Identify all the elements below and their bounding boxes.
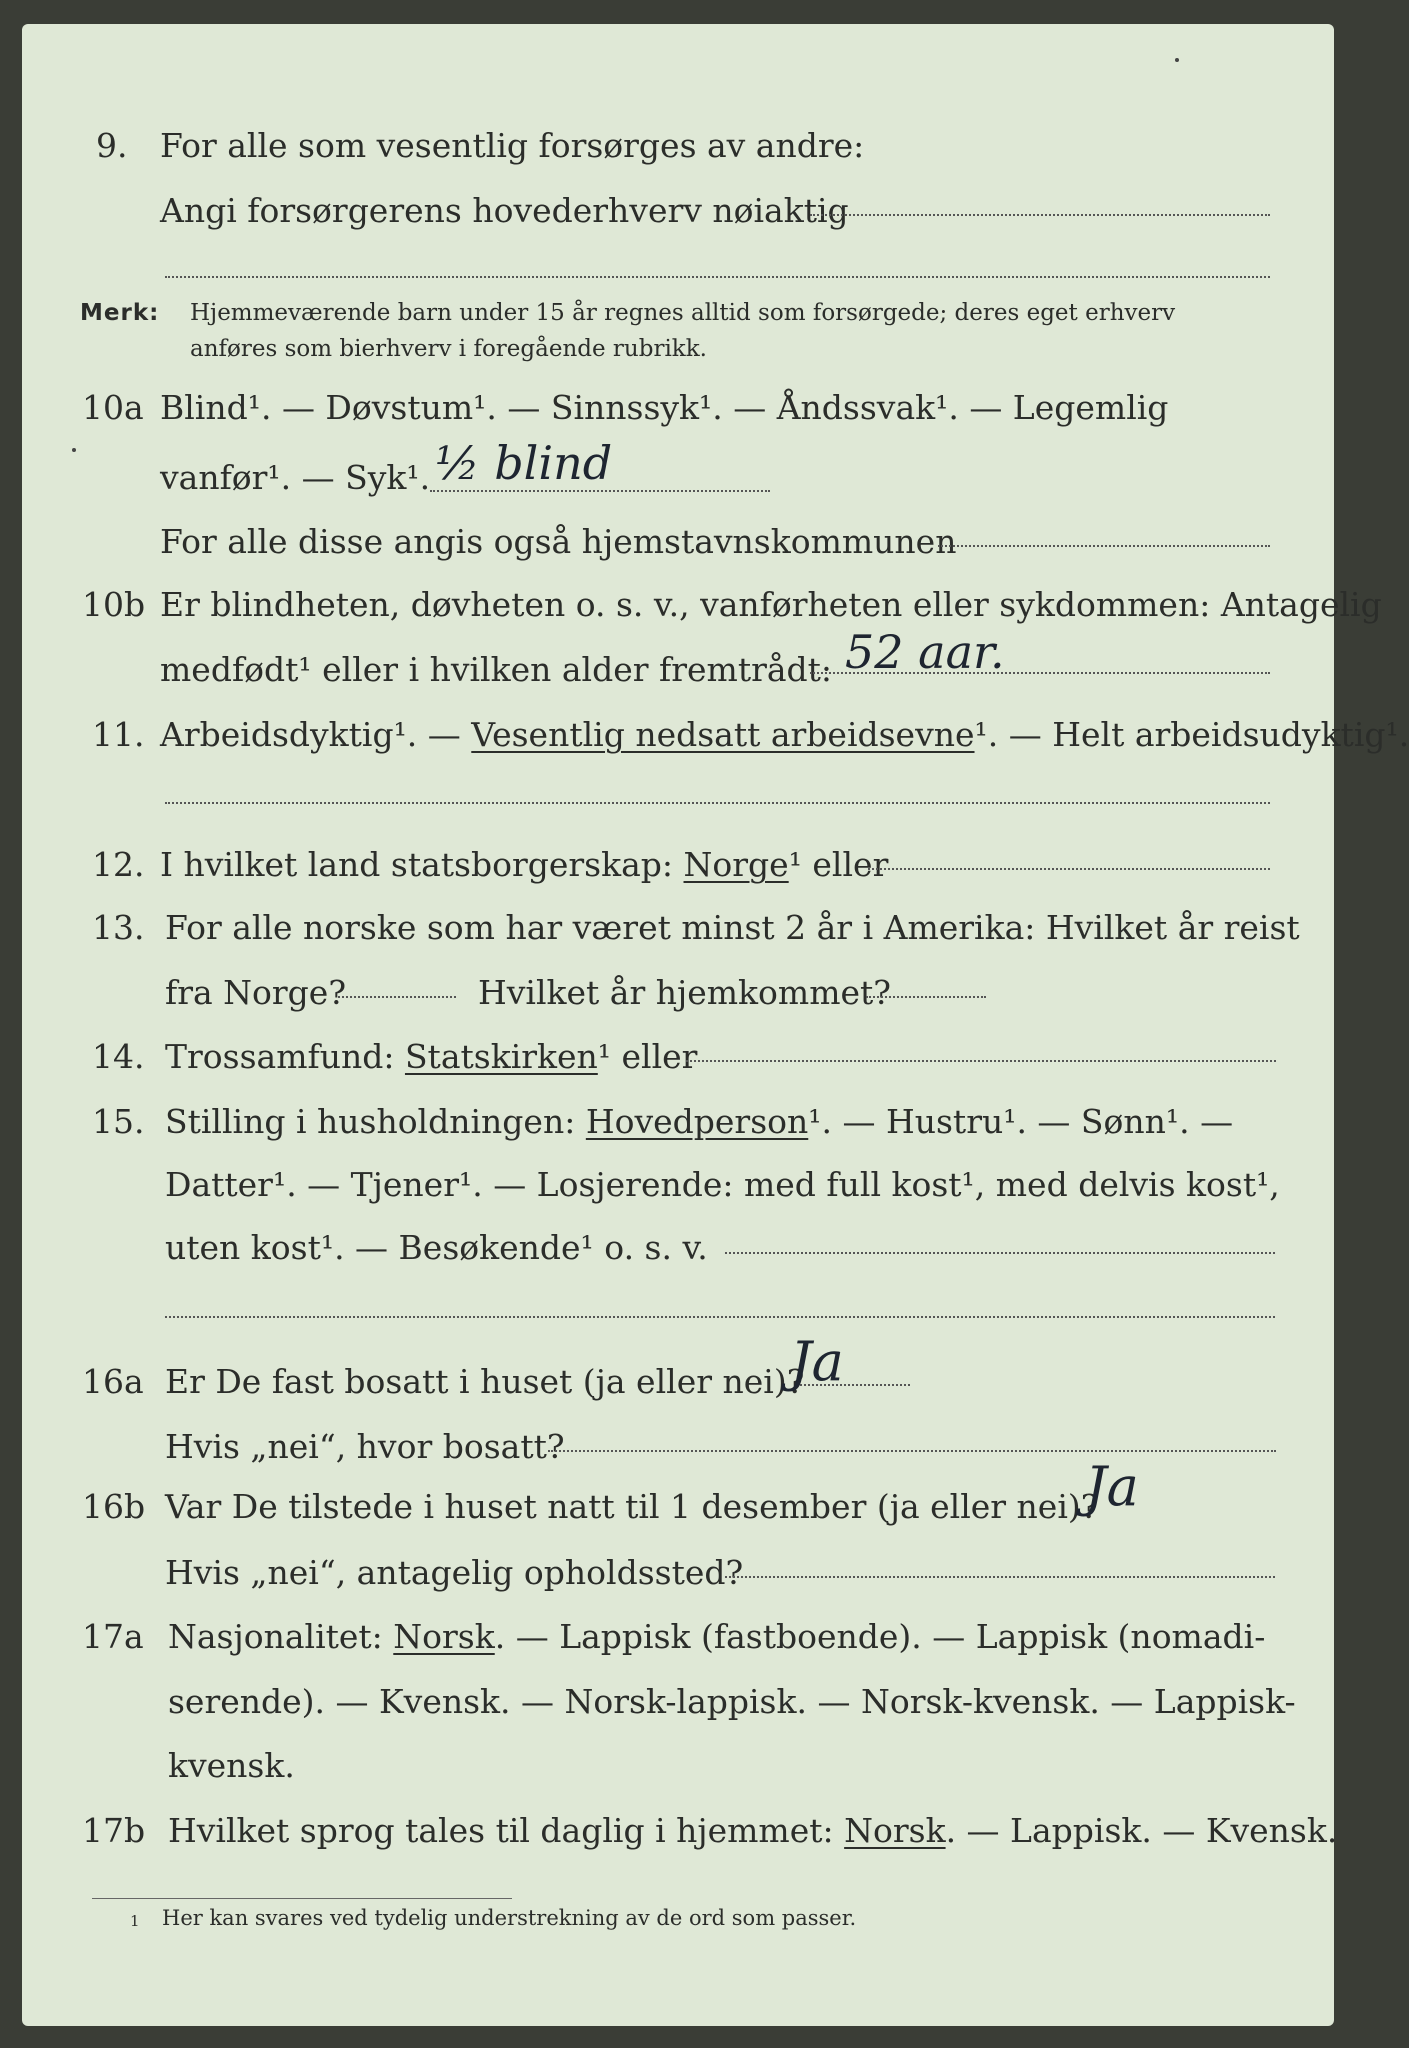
q15-post: ¹. — Hustru¹. — Sønn¹. — bbox=[808, 1102, 1234, 1141]
q17a-line3: kvensk. bbox=[168, 1746, 295, 1785]
q9-line1: For alle som vesentlig forsørges av andre: bbox=[160, 126, 865, 165]
q9-answer-line[interactable] bbox=[810, 214, 1270, 216]
q17a-marked-option[interactable]: Norsk bbox=[393, 1617, 495, 1656]
q11-line bbox=[160, 715, 1409, 754]
footnote-text: Her kan svares ved tydelig understrekning av de ord som passer. bbox=[162, 1906, 857, 1930]
q13-number: 13. bbox=[92, 908, 145, 947]
q10a-answer-line[interactable] bbox=[430, 490, 770, 492]
q15-answer-line[interactable] bbox=[725, 1252, 1275, 1254]
q16a-number: 16a bbox=[82, 1362, 144, 1401]
q16b-opholdssted-line[interactable] bbox=[725, 1576, 1275, 1578]
q12-line bbox=[160, 845, 888, 884]
merk-note bbox=[80, 300, 159, 326]
q15-pre: Stilling i husholdningen: bbox=[165, 1102, 586, 1141]
q16a-handwritten-answer: Ja bbox=[790, 1330, 844, 1393]
q17a-line2: serende). — Kvensk. — Norsk-lappisk. — Norsk-kvensk. — Lappisk- bbox=[168, 1682, 1296, 1721]
q13-line2b: Hvilket år hjemkommet? bbox=[478, 973, 891, 1012]
q10a-number: 10a bbox=[82, 388, 144, 427]
q10a-line1: Blind¹. — Døvstum¹. — Sinnssyk¹. — Åndssvak¹. — Legemlig bbox=[160, 388, 1169, 427]
merk-line2: anføres som bierhverv i foregående rubrikk. bbox=[190, 336, 707, 362]
q12-number: 12. bbox=[92, 845, 145, 884]
q17a-line1 bbox=[168, 1617, 1265, 1656]
merk-line1: Hjemmeværende barn under 15 år regnes alltid som forsørgede; deres eget erhverv bbox=[190, 300, 1176, 326]
q10b-answer-line[interactable] bbox=[810, 672, 1270, 674]
merk-label: Merk: bbox=[80, 300, 160, 326]
q14-marked-option[interactable]: Statskirken bbox=[404, 1037, 598, 1076]
q15-line1 bbox=[165, 1102, 1233, 1141]
q10b-line1: Er blindheten, døvheten o. s. v., vanførheten eller sykdommen: Antagelig bbox=[160, 585, 1382, 624]
q10b-line2: medfødt¹ eller i hvilken alder fremtrådt: bbox=[160, 650, 833, 689]
paper-speck bbox=[72, 448, 76, 452]
q17a-number: 17a bbox=[82, 1617, 144, 1656]
q11-marked-option[interactable]: Vesentlig nedsatt arbeidsevne bbox=[471, 715, 975, 754]
q15-marked-option[interactable]: Hovedperson bbox=[585, 1102, 809, 1141]
q12-marked-option[interactable]: Norge bbox=[683, 845, 789, 884]
q12-pre: I hvilket land statsborgerskap: bbox=[160, 845, 684, 884]
q16a-line1: Er De fast bosatt i huset (ja eller nei)? bbox=[165, 1362, 805, 1401]
q17b-marked-option[interactable]: Norsk bbox=[844, 1811, 946, 1850]
q10a-line3: For alle disse angis også hjemstavnskommunen bbox=[160, 522, 957, 561]
q16b-line2: Hvis „nei“, antagelig opholdssted? bbox=[165, 1553, 744, 1592]
q13-line2a: fra Norge? bbox=[165, 973, 347, 1012]
q14-pre: Trossamfund: bbox=[165, 1037, 405, 1076]
q17a-pre: Nasjonalitet: bbox=[168, 1617, 394, 1656]
q17b-line bbox=[168, 1811, 1337, 1850]
q15-line3: uten kost¹. — Besøkende¹ o. s. v. bbox=[165, 1228, 708, 1267]
q12-answer-line[interactable] bbox=[868, 868, 1270, 870]
q9-line2: Angi forsørgerens hovederhverv nøiaktig bbox=[160, 191, 849, 230]
q10b-number: 10b bbox=[82, 585, 146, 624]
q12-post: ¹ eller bbox=[788, 845, 889, 884]
q16b-number: 16b bbox=[82, 1487, 146, 1526]
q15-line2: Datter¹. — Tjener¹. — Losjerende: med full kost¹, med delvis kost¹, bbox=[165, 1165, 1280, 1204]
q16a-answer-line[interactable] bbox=[800, 1384, 910, 1386]
q17a-post: . — Lappisk (fastboende). — Lappisk (nomadi- bbox=[494, 1617, 1266, 1656]
q16b-handwritten-answer: Ja bbox=[1085, 1455, 1139, 1518]
q14-number: 14. bbox=[92, 1037, 145, 1076]
q13-hjemkommet-line[interactable] bbox=[866, 996, 986, 998]
q11-pre: Arbeidsdyktig¹. — bbox=[160, 715, 472, 754]
q10a-line2: vanfør¹. — Syk¹. bbox=[160, 458, 431, 497]
q14-line bbox=[165, 1037, 697, 1076]
footnote-rule bbox=[92, 1898, 512, 1899]
q11-answer-line[interactable] bbox=[165, 802, 1270, 804]
paper-speck bbox=[1175, 58, 1179, 62]
q17b-post: . — Lappisk. — Kvensk. bbox=[945, 1811, 1338, 1850]
q16b-line1: Var De tilstede i huset natt til 1 desember (ja eller nei)? bbox=[165, 1487, 1099, 1526]
q17b-number: 17b bbox=[82, 1811, 146, 1850]
q14-post: ¹ eller bbox=[597, 1037, 698, 1076]
q10a-handwritten-answer: ½ blind bbox=[435, 436, 613, 490]
q15-answer-line-2[interactable] bbox=[165, 1316, 1275, 1318]
q9-number: 9. bbox=[96, 126, 128, 165]
footnote-mark: 1 bbox=[130, 1912, 140, 1930]
q11-post: ¹. — Helt arbeidsudyktig¹. bbox=[974, 715, 1409, 754]
q16a-line2: Hvis „nei“, hvor bosatt? bbox=[165, 1427, 565, 1466]
q10b-handwritten-answer: 52 aar. bbox=[845, 625, 1005, 679]
q10a-hjemstavn-line[interactable] bbox=[938, 545, 1270, 547]
q17b-pre: Hvilket sprog tales til daglig i hjemmet: bbox=[168, 1811, 845, 1850]
q13-line1: For alle norske som har været minst 2 år i Amerika: Hvilket år reist bbox=[165, 908, 1300, 947]
q16a-bosatt-line[interactable] bbox=[548, 1450, 1276, 1452]
q9-answer-line-2[interactable] bbox=[165, 276, 1270, 278]
q11-number: 11. bbox=[92, 715, 145, 754]
q15-number: 15. bbox=[92, 1102, 145, 1141]
q14-answer-line[interactable] bbox=[686, 1060, 1276, 1062]
q13-reist-line[interactable] bbox=[338, 996, 456, 998]
